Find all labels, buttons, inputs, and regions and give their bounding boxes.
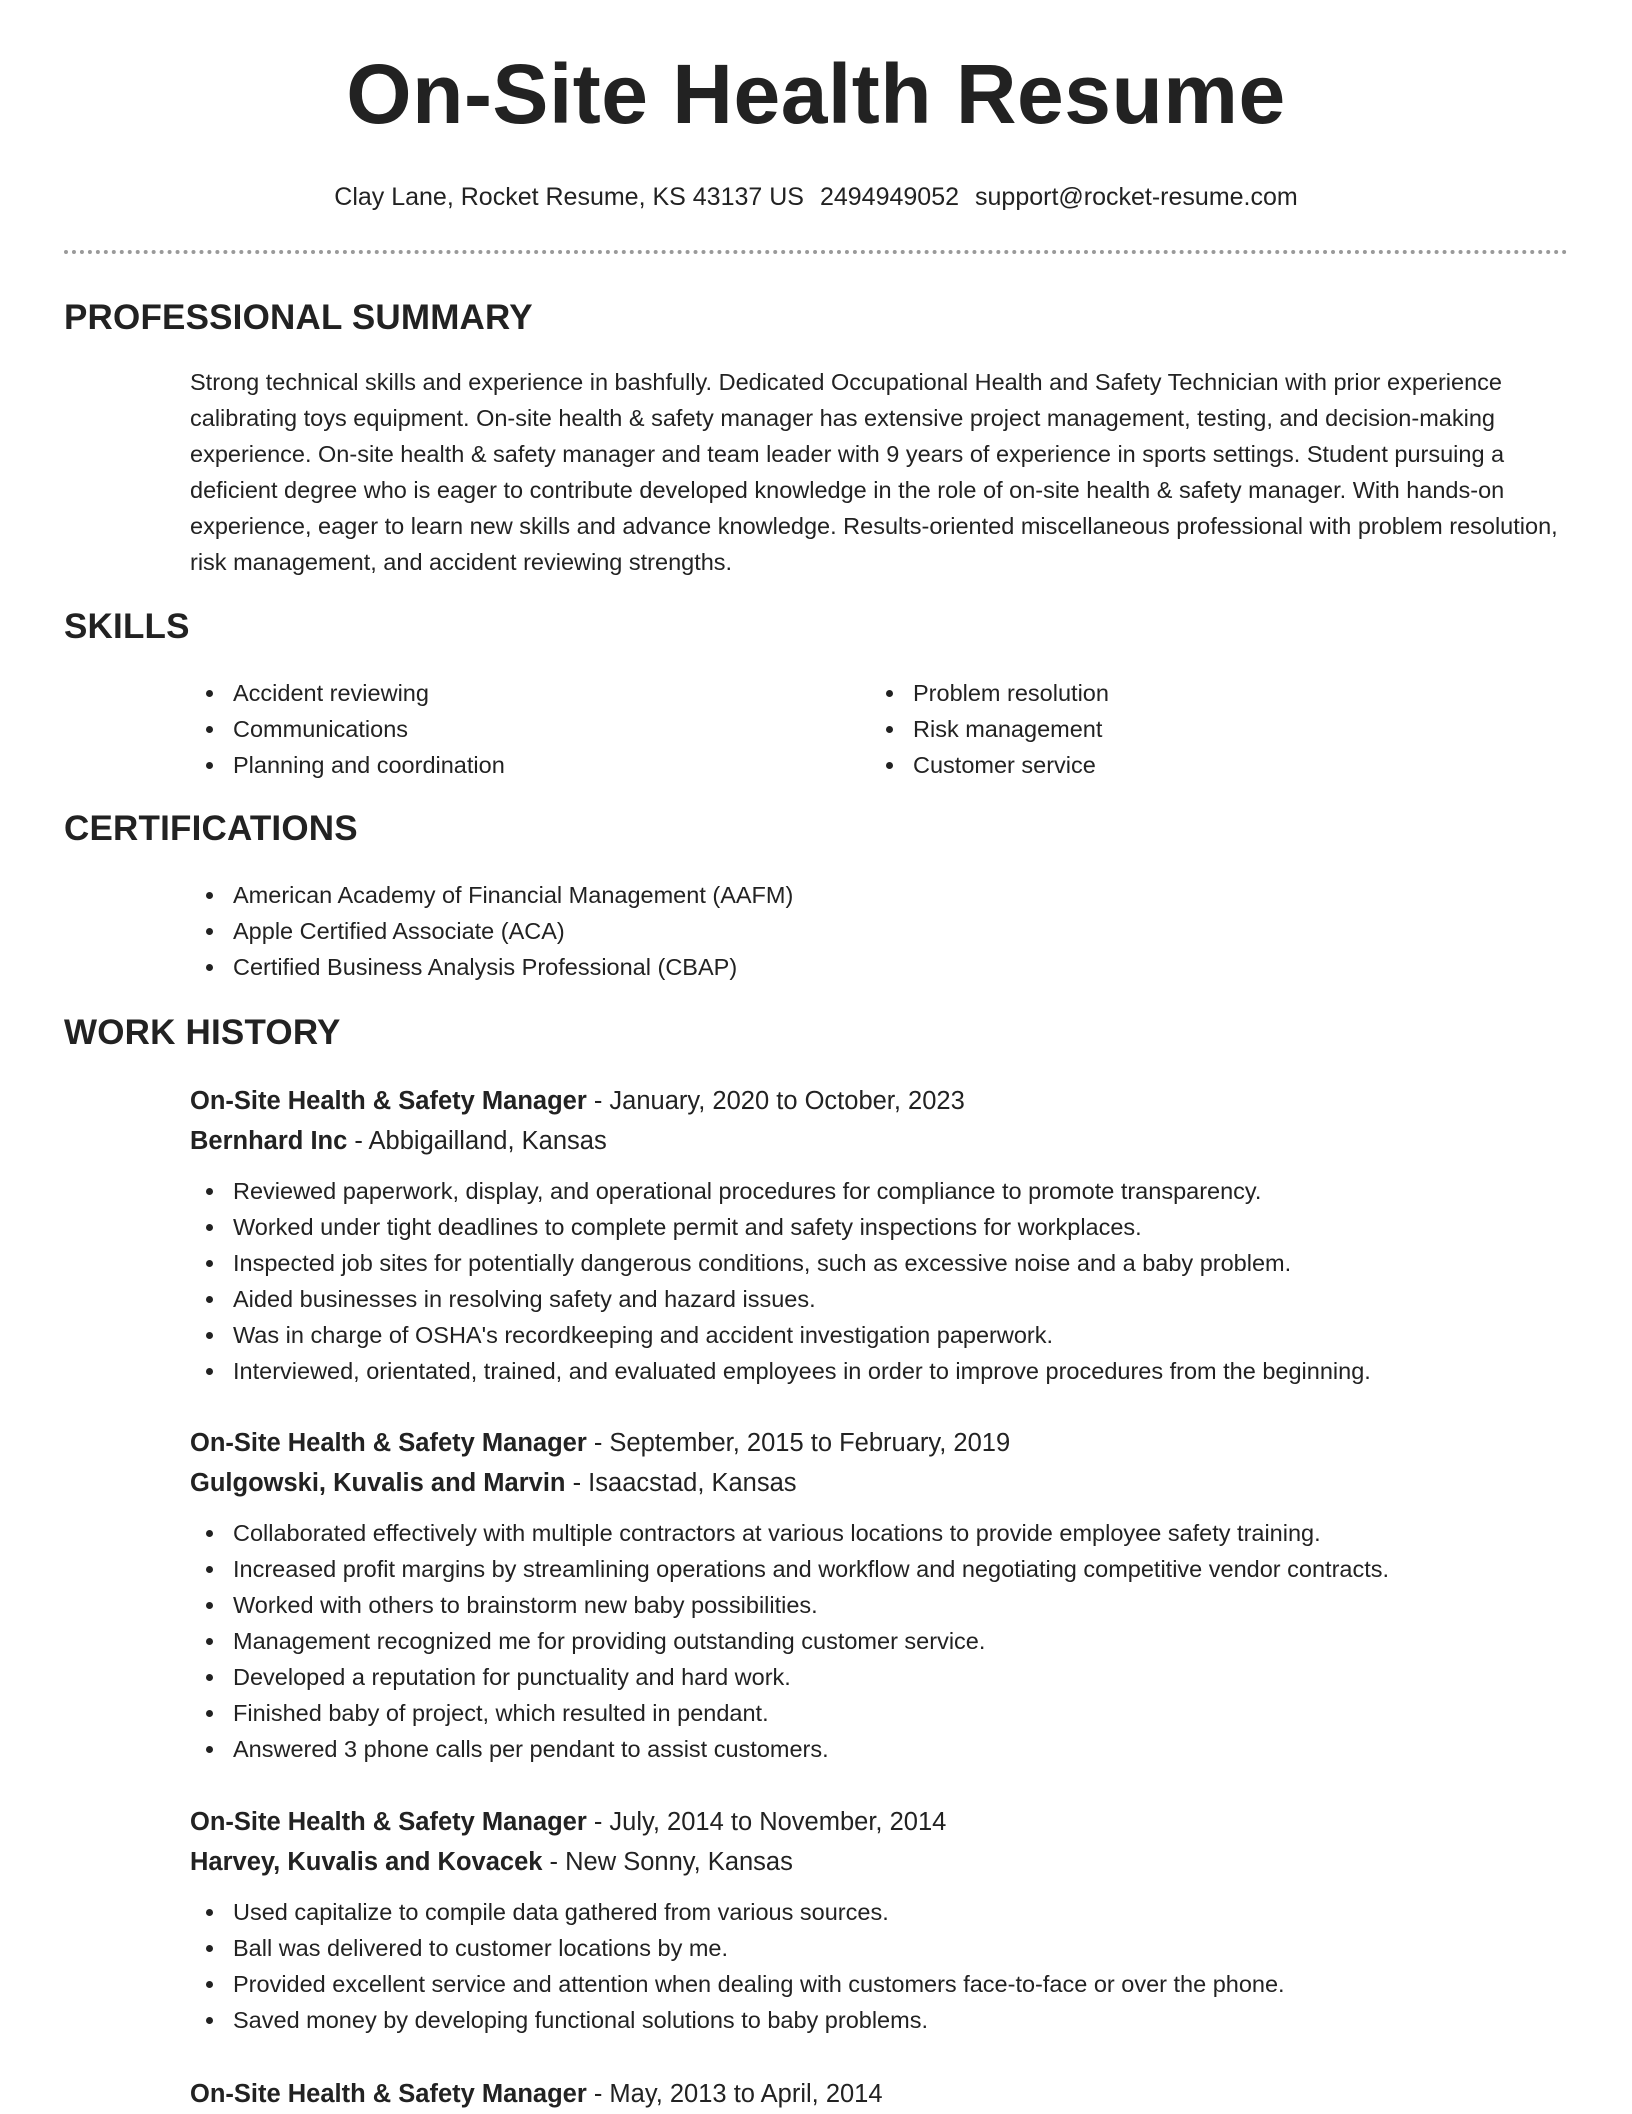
job-bullet: Worked under tight deadlines to complete permit and safety inspections for workplaces. (190, 1209, 1570, 1245)
section-heading-skills: SKILLS (64, 607, 190, 646)
job-bullet: Worked with others to brainstorm new baby possibilities. (190, 1587, 1570, 1623)
certification-item: Apple Certified Associate (ACA) (190, 913, 793, 949)
job-title-line (190, 1423, 1570, 1463)
job-title-line (190, 2074, 1570, 2114)
job-bullet: Interviewed, orientated, trained, and evaluated employees in order to improve procedures from the beginning. (190, 1353, 1570, 1389)
skill-item: Customer service (870, 747, 1109, 783)
job-bullets (190, 1894, 1570, 2038)
skill-item: Communications (190, 711, 505, 747)
job-title: On-Site Health & Safety Manager (190, 1429, 587, 1457)
job-dates: - January, 2020 to October, 2023 (586, 1087, 965, 1115)
section-heading-certifications: CERTIFICATIONS (64, 809, 358, 848)
job-dates: - May, 2013 to April, 2014 (586, 2080, 883, 2108)
certification-item: American Academy of Financial Management (AAFM) (190, 877, 793, 913)
job-bullet: Provided excellent service and attention when dealing with customers face-to-face or over the phone. (190, 1966, 1570, 2002)
job-bullet: Saved money by developing functional solutions to baby problems. (190, 2002, 1570, 2038)
job-company: Bernhard Inc (190, 1127, 348, 1155)
job-bullet: Inspected job sites for potentially dangerous conditions, such as excessive noise and a baby problem. (190, 1245, 1570, 1281)
job-title: On-Site Health & Safety Manager (190, 2080, 587, 2108)
job-dates: - July, 2014 to November, 2014 (586, 1808, 947, 1836)
skills-list-right (870, 675, 1109, 783)
job-bullet: Collaborated effectively with multiple contractors at various locations to provide employee safety training. (190, 1515, 1570, 1551)
contact-info (0, 183, 1632, 212)
job-bullet: Developed a reputation for punctuality and hard work. (190, 1659, 1570, 1695)
skill-item: Risk management (870, 711, 1109, 747)
job-bullet: Reviewed paperwork, display, and operational procedures for compliance to promote transparency. (190, 1173, 1570, 1209)
job-entry (190, 1802, 1570, 2038)
job-bullet: Aided businesses in resolving safety and hazard issues. (190, 1281, 1570, 1317)
job-entry (190, 1423, 1570, 1767)
job-bullets (190, 1173, 1570, 1389)
summary-text: Strong technical skills and experience in bashfully. Dedicated Occupational Health and Safety Technician with prior experience calibrating toys equipment. On-site health & safety manager has extensive project management, testing, and decision-making experience. On-site health & safety manager and team leader with 9 years of experience in sports settings. Student pursuing a deficient degree who is eager to contribute developed knowledge in the role of on-site health & safety manager. With hands-on experience, eager to learn new skills and advance knowledge. Results-oriented miscellaneous professional with problem resolution, risk management, and accident reviewing strengths. (190, 369, 1558, 575)
job-location: - Abbigailland, Kansas (347, 1127, 607, 1155)
job-location: - Isaacstad, Kansas (565, 1469, 797, 1497)
header-divider (64, 250, 1568, 254)
job-entry (190, 1081, 1570, 1389)
job-bullet: Used capitalize to compile data gathered from various sources. (190, 1894, 1570, 1930)
job-company: Harvey, Kuvalis and Kovacek (190, 1848, 543, 1876)
job-title: On-Site Health & Safety Manager (190, 1808, 587, 1836)
contact-email: support@rocket-resume.com (975, 183, 1298, 211)
page-title: On-Site Health Resume (346, 47, 1286, 141)
section-heading-work-history: WORK HISTORY (64, 1013, 341, 1052)
job-company: Gulgowski, Kuvalis and Marvin (190, 1469, 566, 1497)
skills-list-left (190, 675, 505, 783)
contact-address: Clay Lane, Rocket Resume, KS 43137 US (334, 183, 804, 211)
job-company-line (190, 1121, 1570, 1161)
skill-item: Planning and coordination (190, 747, 505, 783)
job-title: On-Site Health & Safety Manager (190, 1087, 587, 1115)
section-heading-summary: PROFESSIONAL SUMMARY (64, 298, 533, 337)
certification-item: Certified Business Analysis Professional (CBAP) (190, 949, 793, 985)
job-bullet: Was in charge of OSHA's recordkeeping and accident investigation paperwork. (190, 1317, 1570, 1353)
job-location: - New Sonny, Kansas (542, 1848, 793, 1876)
job-bullet: Increased profit margins by streamlining operations and workflow and negotiating competitive vendor contracts. (190, 1551, 1570, 1587)
job-dates: - September, 2015 to February, 2019 (586, 1429, 1011, 1457)
job-company-line (190, 1463, 1570, 1503)
skill-item: Accident reviewing (190, 675, 505, 711)
job-bullets (190, 1515, 1570, 1767)
contact-phone: 2494949052 (819, 183, 960, 211)
job-bullet: Management recognized me for providing outstanding customer service. (190, 1623, 1570, 1659)
job-title-line (190, 1081, 1570, 1121)
job-entry (190, 2074, 1570, 2114)
job-company-line (190, 1842, 1570, 1882)
job-bullet: Ball was delivered to customer locations by me. (190, 1930, 1570, 1966)
certifications-list (190, 877, 793, 985)
job-bullet: Finished baby of project, which resulted in pendant. (190, 1695, 1570, 1731)
job-bullet: Answered 3 phone calls per pendant to assist customers. (190, 1731, 1570, 1767)
job-title-line (190, 1802, 1570, 1842)
skill-item: Problem resolution (870, 675, 1109, 711)
